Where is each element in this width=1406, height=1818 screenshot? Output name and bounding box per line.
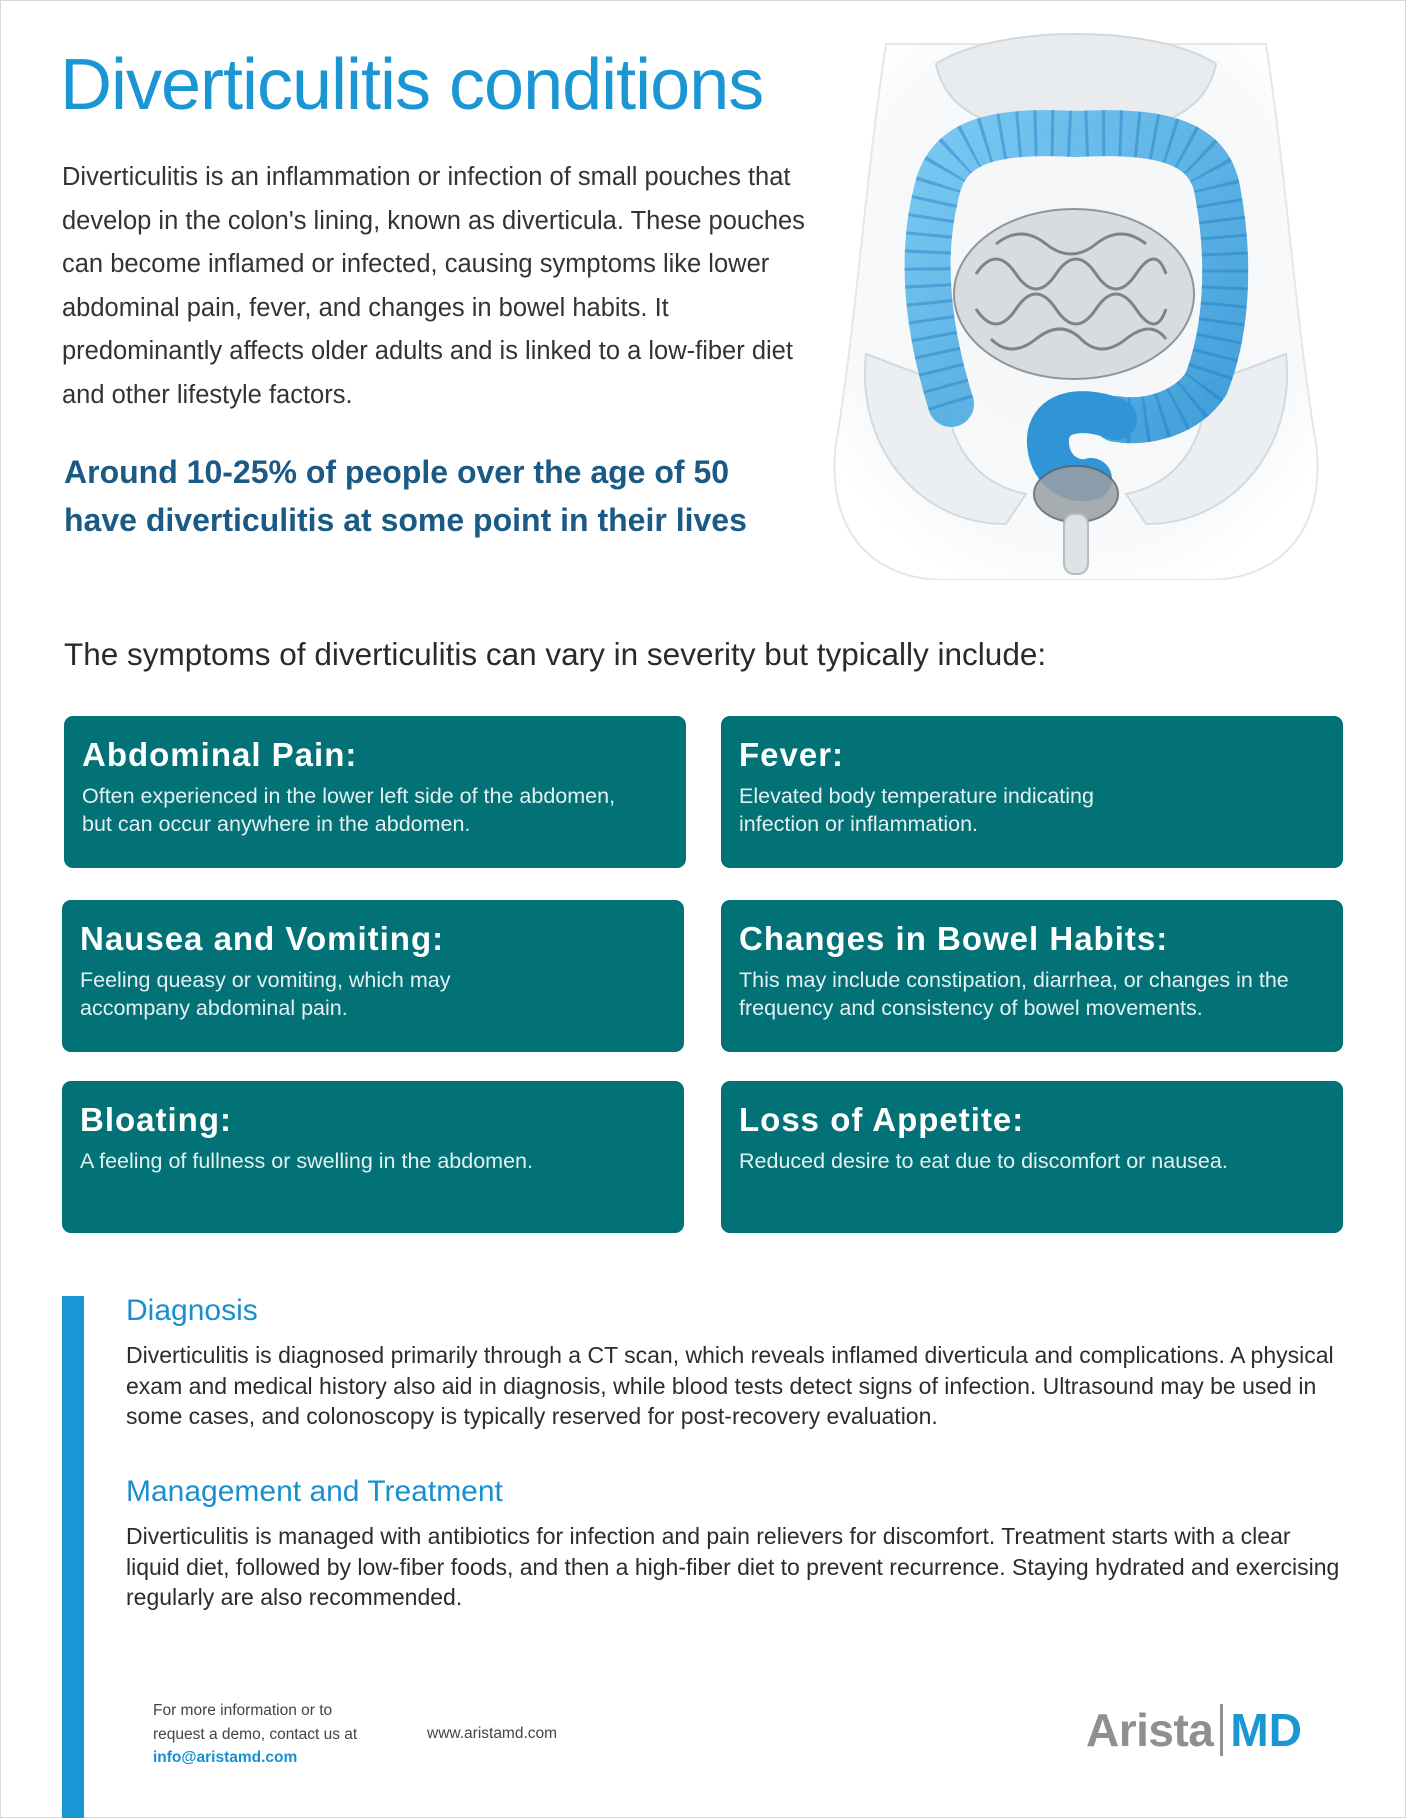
symptom-text: This may include constipation, diarrhea, or changes in the frequency and consistency of bowel movements. <box>739 968 1289 1020</box>
footer-contact <box>153 1699 413 1770</box>
symptom-title: Fever: <box>739 736 845 773</box>
logo-text-arista: Arista <box>1086 1704 1214 1756</box>
symptom-title: Loss of Appetite: <box>739 1101 1025 1138</box>
logo-divider <box>1220 1704 1223 1756</box>
page-title: Diverticulitis conditions <box>60 45 764 125</box>
small-intestine <box>954 209 1194 379</box>
website-link[interactable]: www.aristamd.com <box>427 1725 558 1742</box>
logo-text-md: MD <box>1230 1704 1302 1756</box>
symptom-card-fever <box>721 716 1343 868</box>
symptom-card-abdominal-pain <box>64 716 686 868</box>
symptom-card-bowel-habits <box>721 900 1343 1052</box>
contact-email-link[interactable]: info@aristamd.com <box>153 1749 298 1766</box>
symptom-title: Nausea and Vomiting: <box>80 920 445 957</box>
accent-sidebar-bar <box>62 1296 84 1818</box>
statistic-callout <box>64 448 784 544</box>
statistic-line-2: have diverticulitis at some point in their lives <box>64 502 747 538</box>
symptom-title: Changes in Bowel Habits: <box>739 920 1169 957</box>
treatment-text: Diverticulitis is managed with antibiotics for infection and pain relievers for discomfort. Treatment starts with a clear liquid diet, followed by low-fiber foods, and then a high-fiber diet to prevent recurrence. Staying hydrated and exercising regularly are also recommended. <box>126 1523 1340 1610</box>
symptom-text: Elevated body temperature indicating infection or inflammation. <box>739 784 1094 836</box>
symptom-text: Often experienced in the lower left side of the abdomen, but can occur anywhere in the abdomen. <box>82 784 616 836</box>
intro-paragraph: Diverticulitis is an inflammation or infection of small pouches that develop in the colon's lining, known as diverticula. These pouches can become inflamed or infected, causing symptoms like lower abdominal pain, fever, and changes in bowel habits. It predominantly affects older adults and is linked to a low-fiber diet and other lifestyle factors. <box>62 163 805 409</box>
symptom-text: Feeling queasy or vomiting, which may accompany abdominal pain. <box>80 968 451 1020</box>
diagnosis-heading: Diagnosis <box>126 1294 258 1327</box>
statistic-line-1: Around 10-25% of people over the age of 50 <box>64 454 730 490</box>
symptoms-intro: The symptoms of diverticulitis can vary in severity but typically include: <box>64 636 1047 672</box>
treatment-heading: Management and Treatment <box>126 1475 503 1508</box>
symptom-card-nausea <box>62 900 684 1052</box>
contact-line-2: request a demo, contact us at <box>153 1725 358 1743</box>
symptom-card-loss-of-appetite <box>721 1081 1343 1233</box>
symptom-text: A feeling of fullness or swelling in the abdomen. <box>80 1149 533 1173</box>
digestive-system-illustration <box>826 24 1326 580</box>
symptom-text: Reduced desire to eat due to discomfort or nausea. <box>739 1149 1228 1173</box>
symptom-card-bloating <box>62 1081 684 1233</box>
diagnosis-text: Diverticulitis is diagnosed primarily through a CT scan, which reveals inflamed diverticula and complications. A physical exam and medical history also aid in diagnosis, while blood tests detect signs of infection. Ultrasound may be used in some cases, and colonoscopy is typically reserved for post-recovery evaluation. <box>126 1342 1334 1429</box>
symptom-title: Bloating: <box>80 1101 232 1138</box>
symptom-title: Abdominal Pain: <box>82 736 358 773</box>
aristamd-logo <box>1086 1700 1302 1760</box>
contact-line-1: For more information or to <box>153 1702 333 1719</box>
